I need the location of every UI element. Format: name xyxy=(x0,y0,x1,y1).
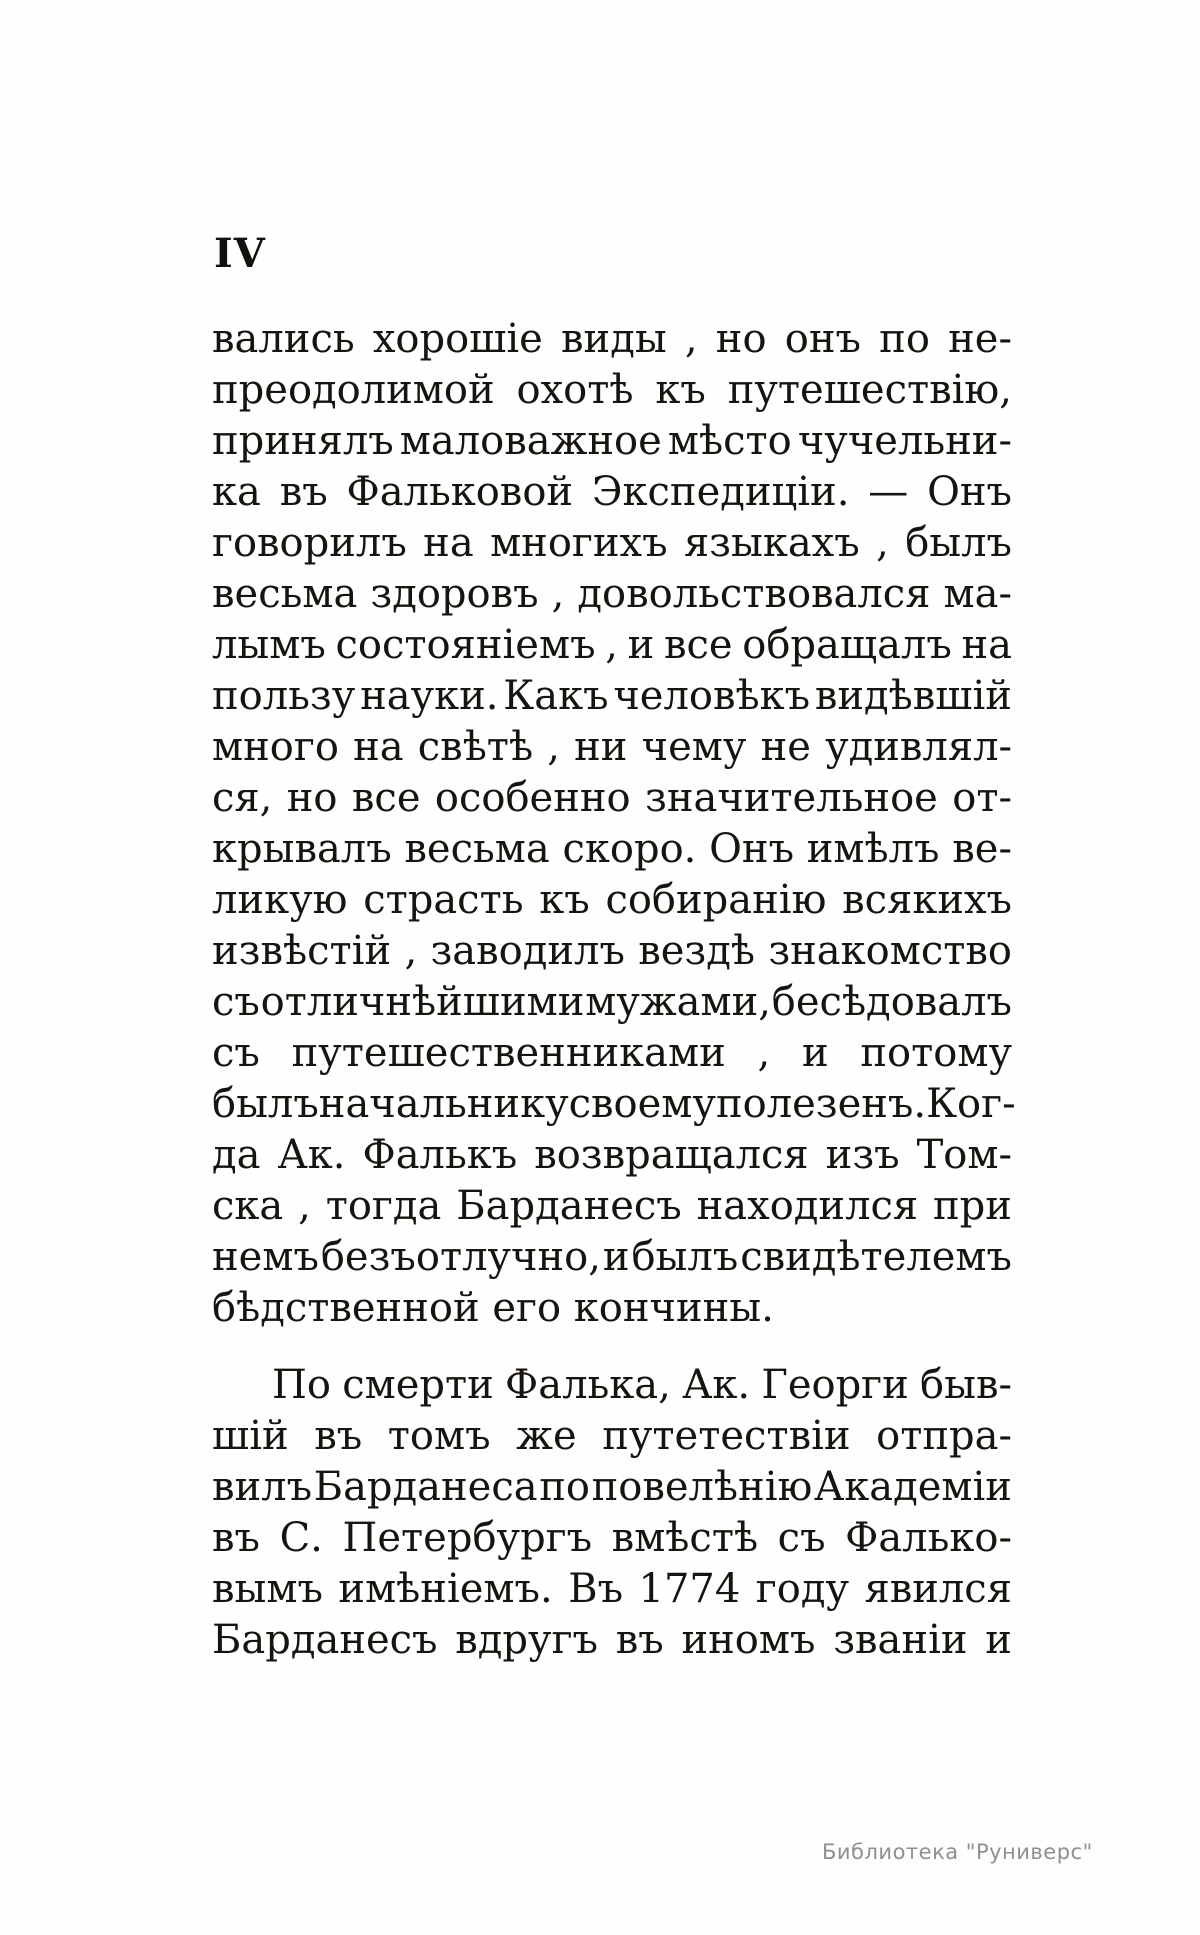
page-number: IV xyxy=(214,230,266,277)
text-line: пользу науки. Какъ человѣкъ видѣвшій xyxy=(212,673,1012,719)
text-line: шій въ томъ же путетествіи отпра- xyxy=(212,1413,1012,1459)
page-text-block xyxy=(212,314,1016,1666)
text-line: принялъ маловажное мѣсто чучельни- xyxy=(212,418,1012,464)
text-line: немъ безъотлучно, и былъ свидѣтелемъ xyxy=(212,1234,1012,1280)
text-line: съ путешественниками , и потому xyxy=(212,1030,1012,1076)
text-line: извѣстій , заводилъ вездѣ знакомство xyxy=(212,928,1012,974)
text-line: да Ак. Фалькъ возвращался изъ Том- xyxy=(212,1132,1012,1178)
text-line: По смерти Фалька, Ак. Георги быв- xyxy=(272,1362,1012,1408)
text-line: преодолимой охотѣ къ путешествію, xyxy=(212,367,1012,413)
text-line: вались хорошіе виды , но онъ по не- xyxy=(212,316,1012,362)
text-line: въ С. Петербургъ вмѣстѣ съ Фалько- xyxy=(212,1515,1012,1561)
watermark-label: Библиотека "Руниверс" xyxy=(822,1840,1093,1864)
text-line: вымъ имѣніемъ. Въ 1774 году явился xyxy=(212,1566,1012,1612)
text-line: весьма здоровъ , довольствовался ма- xyxy=(212,571,1012,617)
text-line: много на свѣтѣ , ни чему не удивлял- xyxy=(212,724,1012,770)
text-line: вилъ Барданеса по повелѣнію Академіи xyxy=(212,1464,1012,1510)
text-line: ся, но все особенно значительное от- xyxy=(212,775,1012,821)
text-line: былъ начальнику своему полезенъ. Ког- xyxy=(212,1081,1016,1127)
text-line: съ отличнѣйшими мужами, бесѣдовалъ xyxy=(212,979,1012,1025)
text-line: говорилъ на многихъ языкахъ , былъ xyxy=(212,520,1012,566)
text-line: крывалъ весьма скоро. Онъ имѣлъ ве- xyxy=(212,826,1012,872)
text-line: лымъ состояніемъ , и все обращалъ на xyxy=(212,622,1012,668)
text-line: бѣдственной его кончины. xyxy=(212,1285,774,1331)
text-line: ка въ Фальковой Экспедиціи. — Онъ xyxy=(212,469,1012,515)
text-line: Барданесъ вдругъ въ иномъ званіи и xyxy=(212,1617,1012,1663)
text-line: ликую страсть къ собиранію всякихъ xyxy=(212,877,1012,923)
text-line: ска , тогда Барданесъ находился при xyxy=(212,1183,1012,1229)
